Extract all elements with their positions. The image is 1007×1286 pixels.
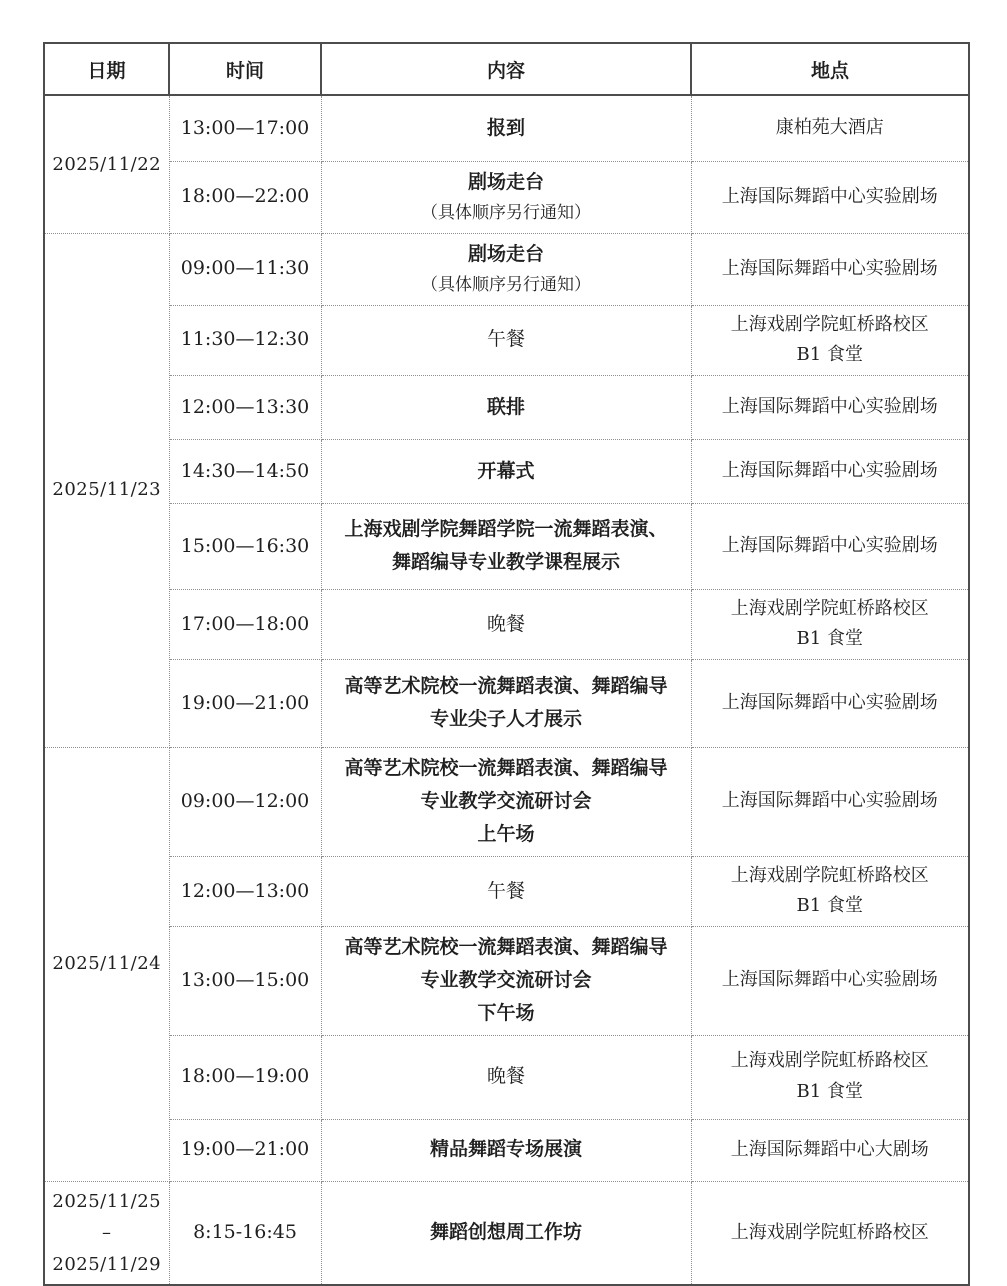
location-line: 上海国际舞蹈中心实验剧场 xyxy=(721,692,938,714)
location-line: 上海国际舞蹈中心实验剧场 xyxy=(721,257,938,279)
location-line: B1 食堂 xyxy=(796,1081,863,1103)
content-title: 舞蹈编导专业教学课程展示 xyxy=(391,551,620,574)
location-line: 上海国际舞蹈中心大剧场 xyxy=(730,1138,929,1160)
table-row xyxy=(44,161,969,233)
table-row xyxy=(44,95,969,161)
location-cell xyxy=(691,439,969,503)
location-line: 上海国际舞蹈中心实验剧场 xyxy=(721,534,938,556)
date-cell: 2025/11/24 xyxy=(44,747,169,1181)
location-cell xyxy=(691,926,969,1035)
location-line: 上海国际舞蹈中心实验剧场 xyxy=(721,459,938,481)
date-line: 2025/11/29 xyxy=(52,1253,162,1275)
location-cell xyxy=(691,233,969,305)
content-title: 高等艺术院校一流舞蹈表演、舞蹈编导 xyxy=(344,756,668,779)
content-cell xyxy=(321,305,691,375)
content-cell xyxy=(321,161,691,233)
content-title: 午餐 xyxy=(486,879,525,902)
location-line: 上海国际舞蹈中心实验剧场 xyxy=(721,185,938,207)
content-title: 高等艺术院校一流舞蹈表演、舞蹈编导 xyxy=(344,935,668,958)
content-cell xyxy=(321,589,691,659)
content-title: 报到 xyxy=(486,116,525,139)
location-cell xyxy=(691,375,969,439)
content-title: 上午场 xyxy=(477,823,535,846)
time-cell: 18:00—22:00 xyxy=(169,161,321,233)
table-row xyxy=(44,1119,969,1181)
header-cell-time: 时间 xyxy=(169,43,321,95)
location-line: B1 食堂 xyxy=(796,344,863,366)
header-row xyxy=(44,43,969,95)
table-row xyxy=(44,1181,969,1285)
content-title: 下午场 xyxy=(477,1002,535,1025)
schedule-table xyxy=(43,42,970,1286)
time-cell: 09:00—11:30 xyxy=(169,233,321,305)
date-cell: 2025/11/22 xyxy=(44,95,169,233)
content-title: 精品舞蹈专场展演 xyxy=(429,1138,582,1161)
location-cell xyxy=(691,1181,969,1285)
content-title: 舞蹈创想周工作坊 xyxy=(429,1221,582,1244)
location-line: B1 食堂 xyxy=(796,628,863,650)
content-note: （具体顺序另行通知） xyxy=(421,274,591,295)
content-cell xyxy=(321,503,691,589)
location-cell xyxy=(691,589,969,659)
content-title: 午餐 xyxy=(486,328,525,351)
content-note: （具体顺序另行通知） xyxy=(421,202,591,223)
table-row xyxy=(44,926,969,1035)
time-cell: 19:00—21:00 xyxy=(169,1119,321,1181)
table-row xyxy=(44,1035,969,1119)
header-cell-date: 日期 xyxy=(44,43,169,95)
content-title: 开幕式 xyxy=(477,459,535,482)
time-cell: 12:00—13:30 xyxy=(169,375,321,439)
content-title: 专业教学交流研讨会 xyxy=(420,969,592,992)
table-row xyxy=(44,747,969,856)
location-line: 上海戏剧学院虹桥路校区 xyxy=(730,1221,929,1243)
time-cell: 13:00—15:00 xyxy=(169,926,321,1035)
table-row xyxy=(44,589,969,659)
location-cell xyxy=(691,305,969,375)
location-line: B1 食堂 xyxy=(796,895,863,917)
date-dash: – xyxy=(102,1222,112,1244)
content-cell xyxy=(321,1181,691,1285)
table-row xyxy=(44,375,969,439)
location-cell xyxy=(691,747,969,856)
table-row xyxy=(44,856,969,926)
location-line: 上海国际舞蹈中心实验剧场 xyxy=(721,790,938,812)
location-cell xyxy=(691,1035,969,1119)
location-cell xyxy=(691,161,969,233)
content-title: 联排 xyxy=(486,395,525,418)
content-title: 专业教学交流研讨会 xyxy=(420,790,592,813)
time-cell: 09:00—12:00 xyxy=(169,747,321,856)
location-line: 上海戏剧学院虹桥路校区 xyxy=(730,864,929,886)
content-cell xyxy=(321,856,691,926)
date-cell xyxy=(44,1181,169,1285)
content-cell xyxy=(321,926,691,1035)
content-title: 专业尖子人才展示 xyxy=(429,708,582,731)
time-cell: 17:00—18:00 xyxy=(169,589,321,659)
time-cell: 12:00—13:00 xyxy=(169,856,321,926)
content-cell xyxy=(321,659,691,747)
location-line: 上海国际舞蹈中心实验剧场 xyxy=(721,969,938,991)
header-cell-location: 地点 xyxy=(691,43,969,95)
content-cell xyxy=(321,439,691,503)
content-cell xyxy=(321,747,691,856)
time-cell: 14:30—14:50 xyxy=(169,439,321,503)
time-cell: 15:00—16:30 xyxy=(169,503,321,589)
content-title: 剧场走台 xyxy=(467,242,544,265)
table-row xyxy=(44,439,969,503)
location-cell xyxy=(691,503,969,589)
header-cell-content: 内容 xyxy=(321,43,691,95)
table-row xyxy=(44,659,969,747)
time-cell: 18:00—19:00 xyxy=(169,1035,321,1119)
content-cell xyxy=(321,1035,691,1119)
content-cell xyxy=(321,233,691,305)
location-cell xyxy=(691,856,969,926)
content-title: 剧场走台 xyxy=(467,170,544,193)
location-line: 上海国际舞蹈中心实验剧场 xyxy=(721,395,938,417)
table-row xyxy=(44,305,969,375)
date-line: 2025/11/25 xyxy=(52,1190,162,1212)
location-cell xyxy=(691,95,969,161)
time-cell: 11:30—12:30 xyxy=(169,305,321,375)
table-row xyxy=(44,233,969,305)
location-line: 上海戏剧学院虹桥路校区 xyxy=(730,597,929,619)
content-title: 晚餐 xyxy=(486,612,525,635)
table-row xyxy=(44,503,969,589)
content-cell xyxy=(321,95,691,161)
location-cell xyxy=(691,1119,969,1181)
date-cell: 2025/11/23 xyxy=(44,233,169,747)
content-title: 上海戏剧学院舞蹈学院一流舞蹈表演、 xyxy=(344,517,668,540)
content-title: 晚餐 xyxy=(486,1065,525,1088)
time-cell: 8:15-16:45 xyxy=(169,1181,321,1285)
time-cell: 19:00—21:00 xyxy=(169,659,321,747)
content-cell xyxy=(321,1119,691,1181)
location-line: 上海戏剧学院虹桥路校区 xyxy=(730,313,929,335)
content-title: 高等艺术院校一流舞蹈表演、舞蹈编导 xyxy=(344,675,668,698)
location-line: 上海戏剧学院虹桥路校区 xyxy=(730,1050,929,1072)
location-cell xyxy=(691,659,969,747)
time-cell: 13:00—17:00 xyxy=(169,95,321,161)
content-cell xyxy=(321,375,691,439)
location-line: 康柏苑大酒店 xyxy=(775,116,884,138)
